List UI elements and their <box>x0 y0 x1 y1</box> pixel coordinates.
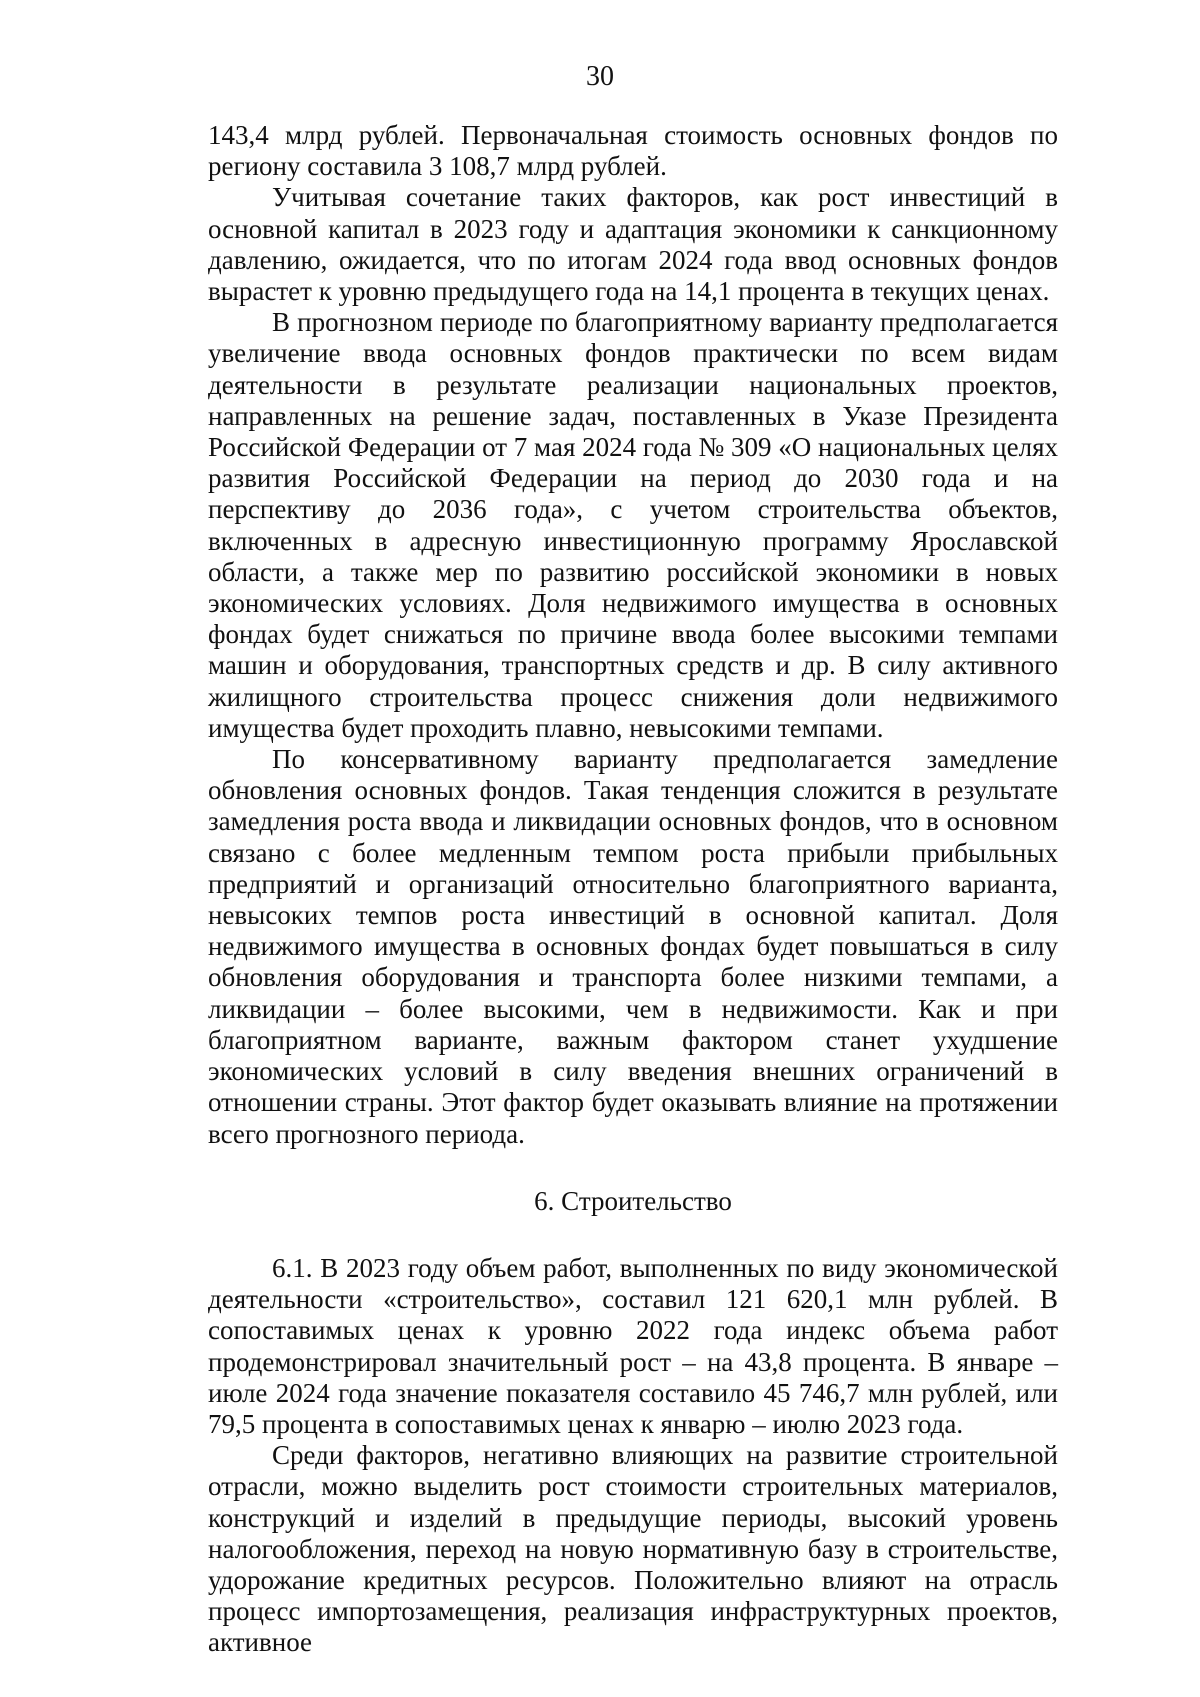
paragraph-investment-factors: Учитывая сочетание таких факторов, как рост инвестиций в основной капитал в 2023 году и адаптация экономики к санкционному давлению, ожидается, что по итогам 2024 года ввод основных фондов вырастет к уровню предыдущего года на 14,1 процента в текущих ценах. <box>208 182 1058 307</box>
paragraph-conservative-scenario: По консервативному варианту предполагается замедление обновления основных фондов. Такая тенденция сложится в результате замедления роста ввода и ликвидации основных фондов, что в основном связано с более медленным темпом роста прибыли прибыльных предприятий и организаций относительно благоприятного варианта, невысоких темпов роста инвестиций в основной капитал. Доля недвижимого имущества в основных фондах будет повышаться в силу обновления оборудования и транспорта более низкими темпами, а ликвидации – более высокими, чем в недвижимости. Как и при благоприятном варианте, важным фактором станет ухудшение экономических условий в силу введения внешних ограничений в отношении страны. Этот фактор будет оказывать влияние на протяжении всего прогнозного периода. <box>208 744 1058 1149</box>
paragraph-construction-factors: Среди факторов, негативно влияющих на развитие строительной отрасли, можно выделить рост стоимости строительных материалов, конструкций и изделий в предыдущие периоды, высокий уровень налогообложения, переход на новую нормативную базу в строительстве, удорожание кредитных ресурсов. Положительно влияют на отрасль процесс импортозамещения, реализация инфраструктурных проектов, активное <box>208 1440 1058 1658</box>
paragraph-continuation: 143,4 млрд рублей. Первоначальная стоимость основных фондов по региону составила 3 108,7 млрд рублей. <box>208 120 1058 182</box>
page-body <box>208 120 1058 1659</box>
paragraph-favorable-scenario: В прогнозном периоде по благоприятному варианту предполагается увеличение ввода основных фондов практически по всем видам деятельности в результате реализации национальных проектов, направленных на решение задач, поставленных в Указе Президента Российской Федерации от 7 мая 2024 года № 309 «О национальных целях развития Российской Федерации на период до 2030 года и на перспективу до 2036 года», с учетом строительства объектов, включенных в адресную инвестиционную программу Ярославской области, а также мер по развитию российской экономики в новых экономических условиях. Доля недвижимого имущества в основных фондах будет снижаться по причине ввода более высокими темпами машин и оборудования, транспортных средств и др. В силу активного жилищного строительства процесс снижения доли недвижимого имущества будет проходить плавно, невысокими темпами. <box>208 307 1058 743</box>
page-number: 30 <box>586 61 614 92</box>
paragraph-construction-volume: 6.1. В 2023 году объем работ, выполненных по виду экономической деятельности «строительство», составил 121 620,1 млн рублей. В сопоставимых ценах к уровню 2022 года индекс объема работ продемонстрировал значительный рост – на 43,8 процента. В январе – июле 2024 года значение показателя составило 45 746,7 млн рублей, или 79,5 процента в сопоставимых ценах к январю – июлю 2023 года. <box>208 1252 1058 1439</box>
section-heading: 6. Строительство <box>534 1185 732 1216</box>
